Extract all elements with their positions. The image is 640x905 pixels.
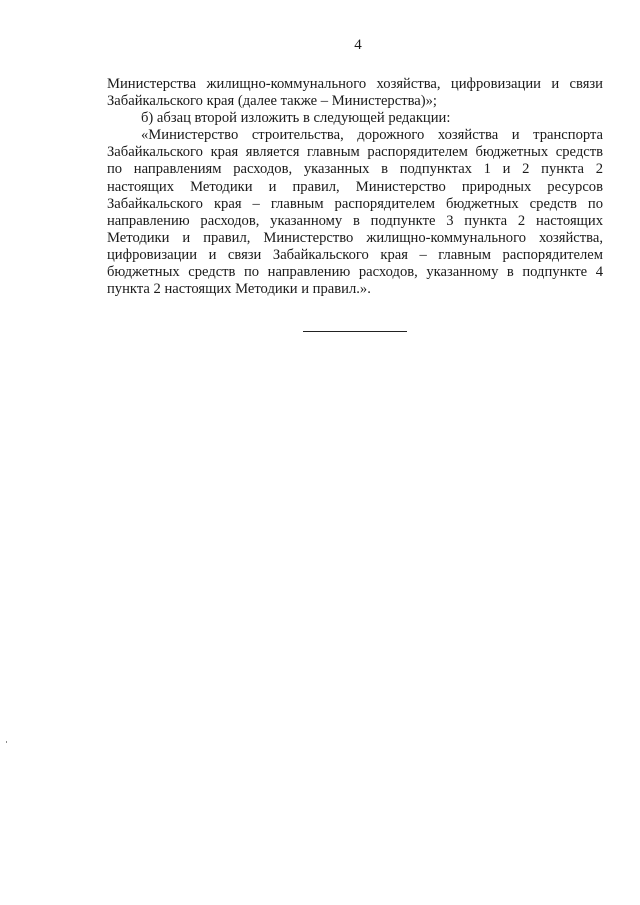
text-line: Методики и правил, Министерство жилищно-коммунального хозяйства, [107,229,603,246]
separator-line [303,331,407,332]
text-line: бюджетных средств по направлению расходов, указанному в подпункте 4 [107,264,603,281]
text-line: направлению расходов, указанному в подпункте 3 пункта 2 настоящих [107,212,603,229]
text-line: Забайкальского края (далее также – Министерства)»; [107,93,437,110]
document-body [107,76,603,298]
text-line: Министерства жилищно-коммунального хозяйства, цифровизации и связи [107,76,603,92]
text-line: Забайкальского края является главным распорядителем бюджетных средств [107,144,603,161]
margin-mark [6,741,7,743]
text-line: настоящих Методики и правил, Министерство природных ресурсов [107,178,603,195]
text-line: Забайкальского края – главным распорядителем бюджетных средств по [107,195,603,212]
text-line: цифровизации и связи Забайкальского края – главным распорядителем [107,246,603,263]
text-line: по направлениям расходов, указанных в подпунктах 1 и 2 пункта 2 [107,161,603,178]
text-line: пункта 2 настоящих Методики и правил.». [107,281,371,298]
text-line: «Министерство строительства, дорожного хозяйства и транспорта [141,127,603,144]
text-line: б) абзац второй изложить в следующей редакции: [141,110,451,127]
page-number: 4 [354,37,362,53]
